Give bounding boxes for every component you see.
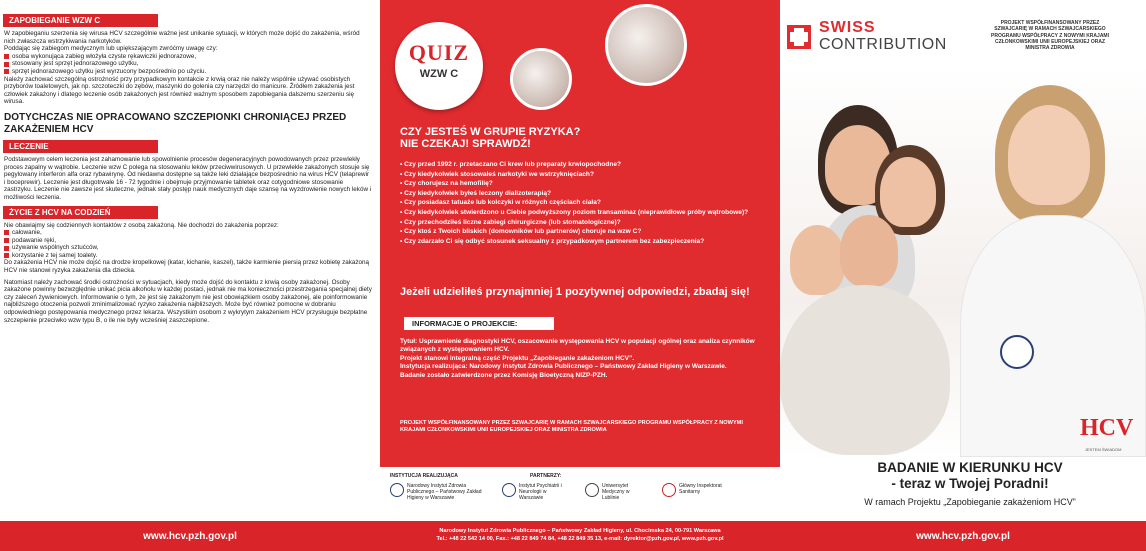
left-footer <box>0 521 380 551</box>
middle-panel <box>380 0 780 551</box>
bullet-square-icon <box>4 230 9 235</box>
list-item: sprzęt jednorazowego użytku jest wyrzucony bezpośrednio po użyciu. <box>0 68 380 76</box>
risk-question-list <box>400 160 770 246</box>
project-part: Projekt stanowi integralną część Projektu „Zapobieganie zakażeniom HCV”. <box>400 354 635 362</box>
website-link[interactable]: www.hcv.pzh.gov.pl <box>143 530 237 542</box>
list-item: podawanie ręki, <box>0 237 380 245</box>
vaccine-heading: DOTYCHCZAS NIE OPRACOWANO SZCZEPIONKI CHRONIĄCEJ PRZED ZAKAŻENIEM HCV <box>4 111 347 135</box>
contact-footer <box>380 521 780 551</box>
photo-face-woman <box>880 157 936 227</box>
list-item: • Czy przed 1992 r. przetaczano Ci krew lub preparaty krwiopochodne? <box>400 161 622 168</box>
institution-label: INSTYTUCJA REALIZUJĄCA <box>390 473 458 479</box>
prevention-body: Należy zachować szczególną ostrożność przy przypadkowym kontakcie z krwią oraz nie należy wspólnie używać osobistych przyborów toaletowych, jak np. szczoteczki do zębów, maszynki do golenia czy narzędzi do manicure. Źródłem zakażenia jest człowiek zakażony i dlatego leczenie osób zakażonych jest również ważnym sposobem zapobiegania dalszemu szerzeniu się wirusa. <box>4 75 355 106</box>
section-title-prevention: ZAPOBIEGANIE WZW C <box>3 14 158 27</box>
list-item: • Czy zdarzało Ci się odbyć stosunek seksualny z przypadkowym partnerem bez zabezpieczenia? <box>400 237 705 245</box>
contact-address: Narodowy Instytut Zdrowia Publicznego – Państwowy Zakład Higieny, ul. Chocimska 24, 00-791 Warszawa <box>439 528 721 534</box>
list-item: • Czy kiedykolwiek stwierdzono u Ciebie podwyższony poziom transaminaz (nieprawidłowe próby wątrobowe)? <box>400 208 749 216</box>
pzh-emblem-icon <box>390 483 404 497</box>
list-item: stosowany jest sprzęt jednorazowego użytku, <box>0 60 380 68</box>
list-item: • Czy ktoś z Twoich bliskich (domowników lub partnerów) choruje na wzw C? <box>400 228 642 236</box>
quiz-badge <box>395 22 483 110</box>
project-institution: Instytucja realizująca: Narodowy Instytut Zdrowia Publicznego – Państwowy Zakład Higieny w Warszawie. <box>400 363 727 371</box>
right-footer <box>780 521 1146 551</box>
list-item: używanie wspólnych sztućców, <box>0 244 380 252</box>
treatment-body: Podstawowym celem leczenia jest zahamowanie lub spowolnienie procesów degeneracyjnych powodowanych przez przewlekły proces zapalny w wątrobie. Leczenie wzw C polega na stosowaniu leków przeciwwirusowych. U przewlekle zakażonych stosuje się pegylowany interferon alfa oraz rybawirynę. Od niedawna dostępne są także leki działające bezpośrednio na wirus HCV (telaprewir i boceprewir). Leczenie jest długotrwałe 16 - 72 tygodnie i obejmuje przyjmowanie tabletek oraz cotygodniowe stosowanie zastrzyku. Leczenie nie zawsze jest skuteczne, jednak stały postęp nauk medycznych daje szansę na wyzdrowienie nowych leków i możliwości leczenia. <box>4 155 372 201</box>
list-item: • Czy kiedykolwiek stosowałeś narkotyki we wstrzyknięciach? <box>400 170 594 178</box>
project-info-heading: INFORMACJE O PROJEKCIE: <box>404 317 554 330</box>
call-to-action: Jeżeli udzieliłeś przynajmniej 1 pozytywnej odpowiedzi, zbadaj się! <box>400 286 750 298</box>
bullet-square-icon <box>4 62 9 67</box>
list-item: korzystanie z tej samej toalety. <box>0 252 380 260</box>
prevention-lead: Poddając się zabiegom medycznym lub upiększającym zwróćmy uwagę czy: <box>4 45 218 53</box>
right-panel <box>780 0 1146 551</box>
page-title: BADANIE W KIERUNKU HCV - teraz w Twojej Poradni! <box>877 460 1063 491</box>
list-item: • Czy chorujesz na hemofilię? <box>400 180 493 188</box>
section-title-treatment: LECZENIE <box>3 140 158 153</box>
risk-question-heading: CZY JESTEŚ W GRUPIE RYZYKA? NIE CZEKAJ! SPRAWDŹ! <box>400 126 581 150</box>
daily-life-intro: Nie obawiajmy się codziennych kontaktów z osobą zakażoną. Nie dochodzi do zakażenia poprzez: <box>4 221 279 229</box>
contact-phone-email: Tel.: +48 22 542 14 00, Fax.: +48 22 849 74 84, +48 22 849 35 13, e-mail: dyrektor@pzh.gov.pl, www.pzh.gov.pl <box>436 535 724 542</box>
partner-logo: Instytut Psychiatrii i Neurologii w Warszawie <box>502 483 582 501</box>
photo-face-doctor <box>1008 105 1090 205</box>
section-title-daily-life: ŻYCIE Z HCV NA CODZIEŃ <box>3 206 158 219</box>
quiz-subtitle: WZW C <box>419 68 459 80</box>
list-item: • Czy posiadasz tatuaże lub kolczyki w różnych częściach ciała? <box>400 199 601 207</box>
gis-emblem-icon <box>662 483 676 497</box>
quiz-word: QUIZ <box>408 40 470 65</box>
swiss-flag-icon <box>787 25 811 49</box>
medical-photo-iv-drip <box>605 4 687 86</box>
institution-logo: Narodowy Instytut Zdrowia Publicznego – Państwowy Zakład Higieny w Warszawie <box>390 483 520 501</box>
project-info <box>400 338 765 380</box>
family-doctor-photo <box>780 65 1146 457</box>
list-item: całowanie, <box>0 229 380 237</box>
project-approval: Badanie zostało zatwierdzone przez Komisję Bioetyczną NIZP-PZH. <box>400 371 608 379</box>
photo-face-boy-right <box>840 215 898 287</box>
medical-photo-blood-test <box>510 48 572 110</box>
partners-label: PARTNERZY: <box>530 473 562 479</box>
ipin-emblem-icon <box>502 483 516 497</box>
page-subtitle: W ramach Projektu „Zapobieganie zakażeniom HCV” <box>864 497 1076 507</box>
partner-logo: Uniwersytet Medyczny w Lublinie <box>585 483 660 501</box>
hcv-logo: HCV <box>1080 415 1134 441</box>
bullet-square-icon <box>4 54 9 59</box>
hcv-logo-tagline: JESTEM ŚWIADOM <box>1085 447 1122 452</box>
photo-children-shirts <box>780 285 950 455</box>
list-item: • Czy kiedykolwiek byłeś leczony dializoterapią? <box>400 189 552 197</box>
left-panel <box>0 0 380 551</box>
swiss-contribution-logo: SWISS CONTRIBUTION <box>787 20 947 54</box>
bullet-square-icon <box>4 69 9 74</box>
partner-logo: Główny Inspektorat Sanitarny <box>662 483 742 497</box>
daily-life-body-1: Do zakażenia HCV nie może dojść na drodze kropelkowej (katar, kichanie, kaszel), także karmienie piersią przez kobietę zakażoną HCV nie stanowi ryzyka zakażenia dla dziecka. <box>4 259 370 275</box>
pzh-seal-icon <box>1000 335 1034 369</box>
umlub-emblem-icon <box>585 483 599 497</box>
prevention-intro: W zapobieganiu szerzenia się wirusa HCV szczególnie ważne jest unikanie sytuacji, w których może dojść do zakażenia, wśród nich zwłaszcza wstrzykiwania narkotyków. <box>4 30 360 45</box>
project-title: Tytuł: Usprawnienie diagnostyki HCV, oszacowanie występowania HCV w populacji ogólnej oraz analiza czynników związanych z występowaniem HCV. <box>400 338 755 354</box>
bullet-square-icon <box>4 246 9 251</box>
cofinancing-note: PROJEKT WSPÓŁFINANSOWANY PRZEZ SZWAJCARIĘ W RAMACH SZWAJCARSKIEGO PROGRAMU WSPÓŁPRACY Z NOWYMI KRAJAMI CZŁONKOWSKIMI UNII EUROPEJSKIEJ ORAZ MINISTRA ZDROWIA <box>400 420 743 433</box>
cofinancing-note-small: PROJEKT WSPÓŁFINANSOWANY PRZEZ SZWAJCARIĘ W RAMACH SZWAJCARSKIEGO PROGRAMU WSPÓŁPRACY Z NOWYMI KRAJAMI CZŁONKOWSKIMI UNII EUROPEJSKIEJ ORAZ MINISTRA ZDROWIA <box>991 20 1109 52</box>
website-link[interactable]: www.hcv.pzh.gov.pl <box>916 530 1010 542</box>
list-item: • Czy przechodziłeś liczne zabiegi chirurgiczne (lub stomatologiczne)? <box>400 218 621 226</box>
bullet-square-icon <box>4 238 9 243</box>
photo-face-boy-left <box>790 225 845 295</box>
bullet-square-icon <box>4 253 9 258</box>
daily-life-body-2: Natomiast należy zachować środki ostrożności w sytuacjach, kiedy może dojść do kontaktu z krwią osoby zakażonej. Osoby zakażone powinny bezwzględnie unikać picia alkoholu w każdej postaci, jednak nie ma konieczności przestrzegania specjalnej diety czy zaleceń żywieniowych. Informowanie o tym, że jest się zakażonym nie jest obowiązkiem osoby zakażonej, ale poinformowanie najbliższego otoczenia pozwoli zminimalizować ryzyko zakażenia najbliższych. Może być również pomocne w dobraniu odpowiedniego postępowania medycznego przez lekarza. Wszystkim osobom z wykrytym zakażeniem HCV przysługuje bezpłatne szczepienie przeciwko wzw typu B, o ile nie były wcześniej zaszczepione. <box>4 278 372 324</box>
list-item: osoba wykonująca zabieg włożyła czyste rękawiczki jednorazowe, <box>0 53 380 61</box>
partner-logos <box>380 467 780 521</box>
